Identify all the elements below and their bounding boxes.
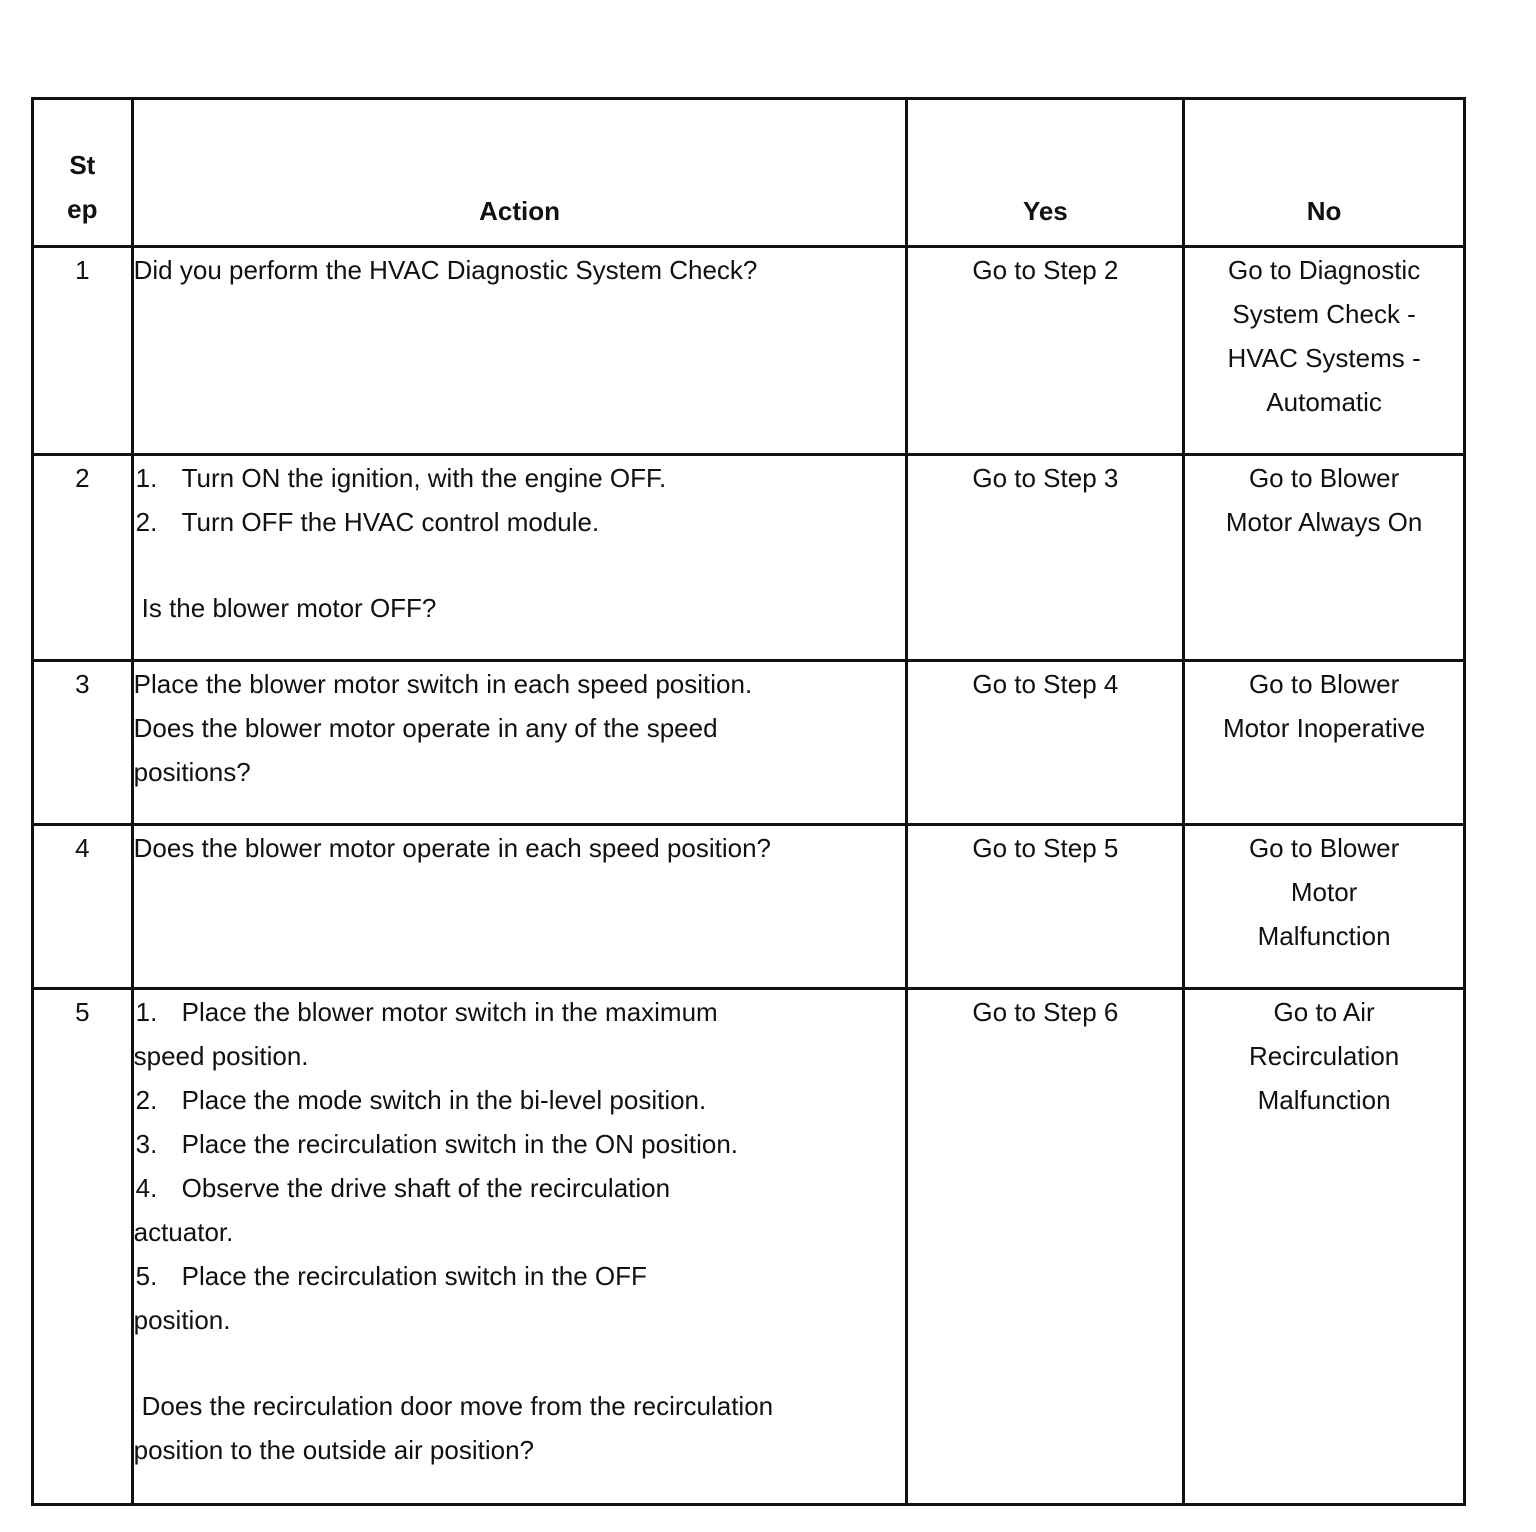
yes-cell: Go to Step 3	[907, 455, 1184, 661]
list-item: 2. Turn OFF the HVAC control module.	[135, 507, 600, 537]
header-yes: Yes	[907, 99, 1184, 247]
action-cell: 1. Turn ON the ignition, with the engine OFF. 2. Turn OFF the HVAC control module. Is the blower motor OFF?	[132, 455, 907, 661]
yes-cell: Go to Step 5	[907, 825, 1184, 989]
step-number: 5	[33, 989, 133, 1505]
header-row	[33, 99, 1465, 247]
table-row	[33, 455, 1465, 661]
action-cell: Did you perform the HVAC Diagnostic System Check?	[132, 247, 907, 455]
action-cell: Place the blower motor switch in each speed position. Does the blower motor operate in any of the speed positions?	[132, 661, 907, 825]
yes-cell: Go to Step 4	[907, 661, 1184, 825]
list-item: 4. Observe the drive shaft of the recirculation	[135, 1173, 671, 1203]
action-cell: 1. Place the blower motor switch in the maximum speed position. 2. Place the mode switch in the bi-level position. 3. Place the recirculation switch in the ON position. 4. Observe the drive shaft of the recirculation actuator. 5. Place the recirculation switch in the OFF position. Does the recirculation door move from the recirculation position to the outside air position?	[132, 989, 907, 1505]
list-item: 5. Place the recirculation switch in the OFF	[135, 1261, 647, 1291]
table-row	[33, 661, 1465, 825]
yes-cell: Go to Step 2	[907, 247, 1184, 455]
diagnostic-table	[31, 97, 1466, 1506]
action-cell: Does the blower motor operate in each speed position?	[132, 825, 907, 989]
list-item: 3. Place the recirculation switch in the ON position.	[135, 1129, 738, 1159]
table-row	[33, 989, 1465, 1505]
list-item: 1. Place the blower motor switch in the maximum	[135, 997, 718, 1027]
yes-cell: Go to Step 6	[907, 989, 1184, 1505]
header-no: No	[1184, 99, 1465, 247]
step-number: 3	[33, 661, 133, 825]
list-item: 1. Turn ON the ignition, with the engine OFF.	[135, 463, 667, 493]
list-item: 2. Place the mode switch in the bi-level position.	[135, 1085, 707, 1115]
no-cell: Go to Blower Motor Inoperative	[1184, 661, 1465, 825]
header-action: Action	[132, 99, 907, 247]
table-row	[33, 247, 1465, 455]
step-number: 4	[33, 825, 133, 989]
no-cell: Go to Air Recirculation Malfunction	[1184, 989, 1465, 1505]
no-cell: Go to Diagnostic System Check - HVAC Systems - Automatic	[1184, 247, 1465, 455]
table-row	[33, 825, 1465, 989]
no-cell: Go to Blower Motor Malfunction	[1184, 825, 1465, 989]
header-step: St ep	[33, 99, 133, 247]
step-number: 1	[33, 247, 133, 455]
step-number: 2	[33, 455, 133, 661]
no-cell: Go to Blower Motor Always On	[1184, 455, 1465, 661]
